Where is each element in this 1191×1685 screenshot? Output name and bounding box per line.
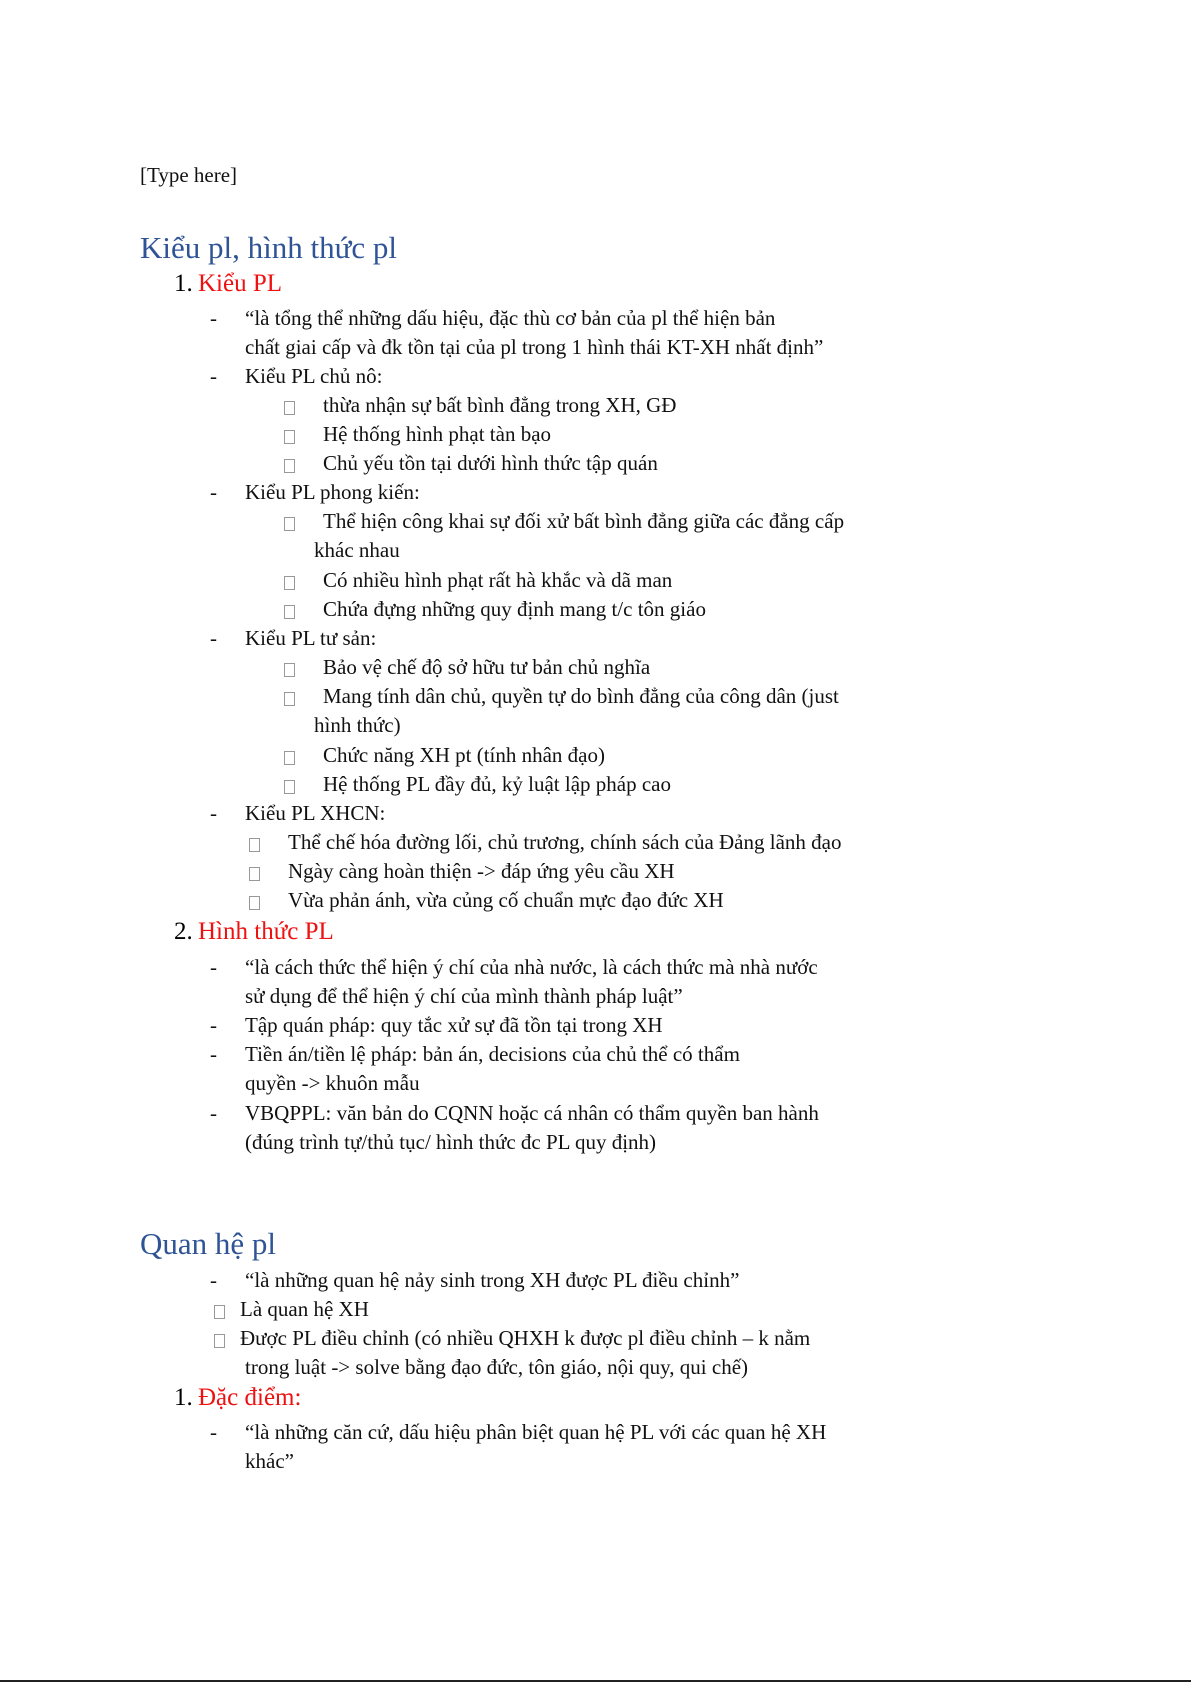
dash-bullet: - (210, 801, 217, 825)
list-item: Tập quán pháp: quy tắc xử sự đã tồn tại trong XH (245, 1013, 663, 1037)
list-item: Chức năng XH pt (tính nhân đạo) (323, 743, 605, 767)
dash-bullet: - (210, 955, 217, 979)
heading-kieu-hinh-thuc: Kiểu pl, hình thức pl (140, 230, 398, 265)
list-label: Kiểu PL tư sản: (245, 626, 377, 650)
definition-line: “là cách thức thể hiện ý chí của nhà nước, là cách thức mà nhà nước (245, 955, 818, 979)
list-number: 1. (174, 270, 193, 297)
dash-bullet: - (210, 480, 217, 504)
definition-line: “là những quan hệ nảy sinh trong XH được PL điều chỉnh” (245, 1268, 740, 1292)
dash-bullet: - (210, 1013, 217, 1037)
list-item-cont: hình thức) (314, 713, 401, 737)
list-number: 2. (174, 918, 193, 945)
checkbox-icon (284, 692, 295, 706)
checkbox-icon (214, 1334, 225, 1348)
dash-bullet: - (210, 306, 217, 330)
list-item: VBQPPL: văn bản do CQNN hoặc cá nhân có thẩm quyền ban hành (245, 1101, 819, 1125)
dash-bullet: - (210, 1268, 217, 1292)
list-number: 1. (174, 1384, 193, 1411)
definition-line: chất giai cấp và đk tồn tại của pl trong 1 hình thái KT-XH nhất định” (245, 335, 824, 359)
checkbox-icon (214, 1305, 225, 1319)
checkbox-icon (284, 401, 295, 415)
dash-bullet: - (210, 1042, 217, 1066)
subheading-text: Đặc điểm: (198, 1384, 302, 1411)
checkbox-icon (284, 663, 295, 677)
checkbox-icon (284, 751, 295, 765)
checkbox-icon (249, 896, 260, 910)
dash-bullet: - (210, 1420, 217, 1444)
subheading-kieu-pl (174, 270, 282, 298)
heading-quan-he-pl: Quan hệ pl (140, 1226, 277, 1261)
list-item: thừa nhận sự bất bình đẳng trong XH, GĐ (323, 393, 677, 417)
list-label: Kiểu PL chủ nô: (245, 364, 383, 388)
list-item-cont: quyền -> khuôn mẫu (245, 1071, 420, 1095)
checkbox-icon (284, 576, 295, 590)
list-item-cont: khác nhau (314, 538, 400, 562)
checkbox-icon (249, 867, 260, 881)
definition-line: khác” (245, 1449, 294, 1473)
definition-line: “là những căn cứ, dấu hiệu phân biệt quan hệ PL với các quan hệ XH (245, 1420, 827, 1444)
page-bottom-rule (0, 1680, 1191, 1682)
list-label: Kiểu PL phong kiến: (245, 480, 420, 504)
subheading-text: Kiểu PL (198, 270, 283, 297)
list-item: Vừa phản ánh, vừa củng cố chuẩn mực đạo đức XH (288, 888, 724, 912)
list-item: Bảo vệ chế độ sở hữu tư bản chủ nghĩa (323, 655, 651, 679)
list-item: Hệ thống hình phạt tàn bạo (323, 422, 552, 446)
list-item: Mang tính dân chủ, quyền tự do bình đẳng của công dân (just (323, 684, 839, 708)
checkbox-icon (284, 780, 295, 794)
checkbox-icon (284, 517, 295, 531)
checkbox-icon (249, 838, 260, 852)
subheading-text: Hình thức PL (198, 918, 334, 945)
checkbox-icon (284, 430, 295, 444)
list-item: Ngày càng hoàn thiện -> đáp ứng yêu cầu XH (288, 859, 675, 883)
list-item: Là quan hệ XH (240, 1297, 369, 1321)
dash-bullet: - (210, 1101, 217, 1125)
subheading-dac-diem (174, 1384, 301, 1412)
list-label: Kiểu PL XHCN: (245, 801, 386, 825)
page-header: [Type here] (140, 163, 238, 187)
list-item: Thể chế hóa đường lối, chủ trương, chính sách của Đảng lãnh đạo (288, 830, 842, 854)
list-item: Chứa đựng những quy định mang t/c tôn giáo (323, 597, 706, 621)
dash-bullet: - (210, 364, 217, 388)
list-item: Được PL điều chỉnh (có nhiều QHXH k được pl điều chỉnh – k nằm (240, 1326, 811, 1350)
list-item: Có nhiều hình phạt rất hà khắc và dã man (323, 568, 673, 592)
list-item: Hệ thống PL đầy đủ, kỷ luật lập pháp cao (323, 772, 671, 796)
list-item: Tiền án/tiền lệ pháp: bản án, decisions của chủ thể có thẩm (245, 1042, 740, 1066)
list-item-cont: (đúng trình tự/thủ tục/ hình thức đc PL quy định) (245, 1130, 657, 1154)
subheading-hinh-thuc-pl (174, 918, 334, 946)
checkbox-icon (284, 459, 295, 473)
definition-line: “là tổng thể những dấu hiệu, đặc thù cơ bản của pl thể hiện bản (245, 306, 776, 330)
list-item: Thể hiện công khai sự đối xử bất bình đẳng giữa các đẳng cấp (323, 509, 845, 533)
list-item-cont: trong luật -> solve bằng đạo đức, tôn giáo, nội quy, qui chế) (245, 1355, 749, 1379)
checkbox-icon (284, 605, 295, 619)
list-item: Chủ yếu tồn tại dưới hình thức tập quán (323, 451, 658, 475)
definition-line: sử dụng để thể hiện ý chí của mình thành pháp luật” (245, 984, 683, 1008)
dash-bullet: - (210, 626, 217, 650)
